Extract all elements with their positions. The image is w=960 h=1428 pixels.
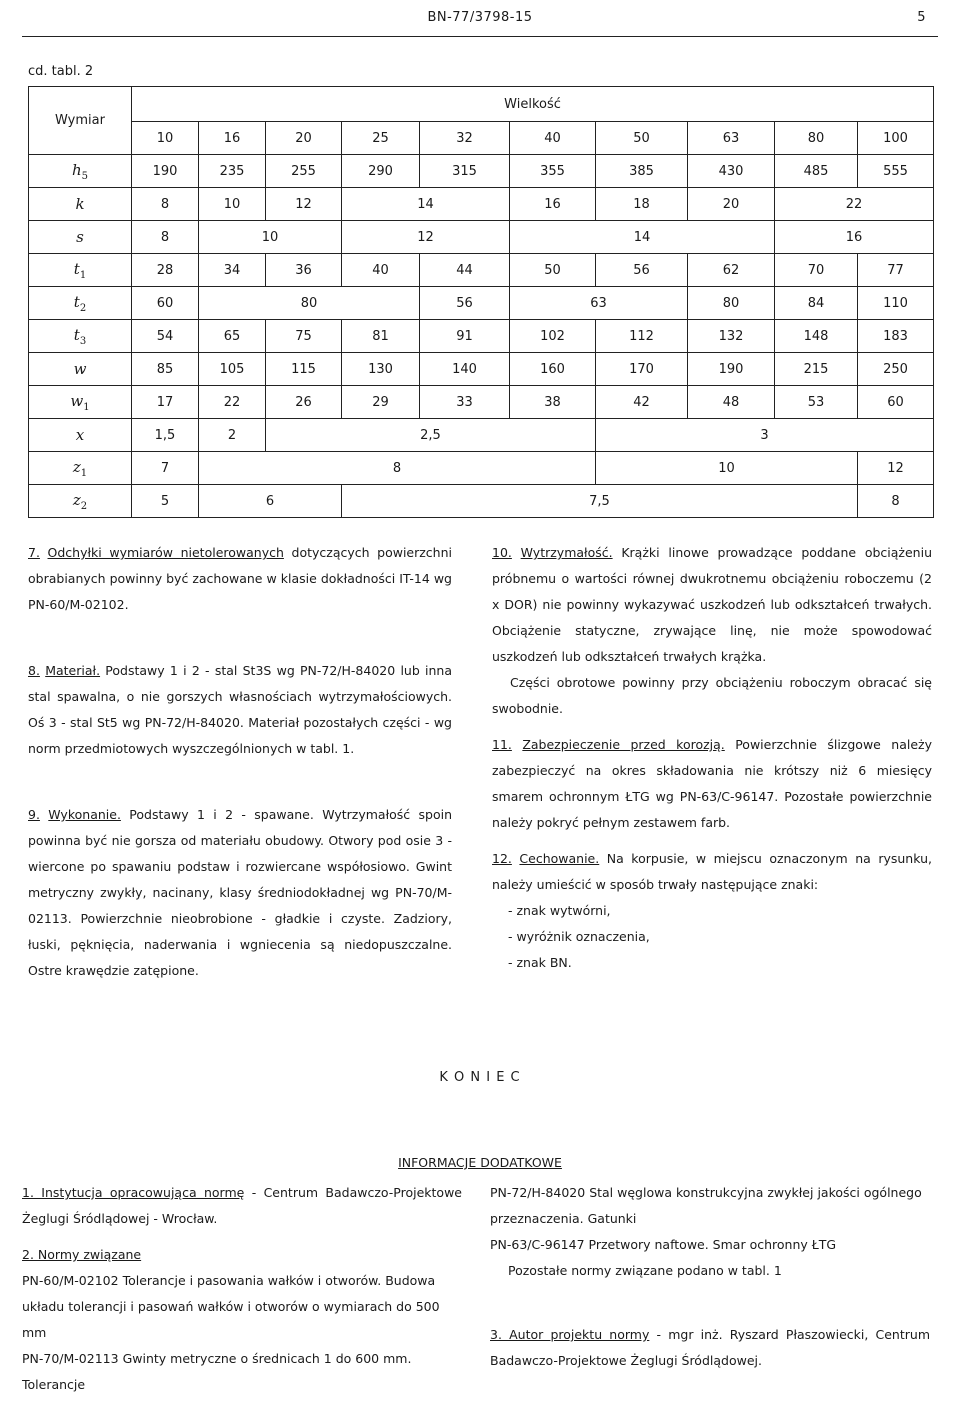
dimension-symbol-text: $z_2$ [72, 490, 88, 512]
table-cell: 12 [266, 188, 342, 221]
table-cell: 190 [688, 353, 775, 386]
table-cell: 7,5 [342, 485, 858, 518]
info-left-column [22, 1180, 462, 1398]
table-row [29, 452, 934, 485]
table-cell: 38 [510, 386, 596, 419]
size-header-cell: 25 [342, 122, 420, 155]
table-cell: 140 [420, 353, 510, 386]
section-title: Wytrzymałość. [520, 545, 613, 560]
table-cell: 112 [596, 320, 688, 353]
section-title: Zabezpieczenie przed korozją. [522, 737, 725, 752]
dimension-symbol-text: $z_1$ [72, 457, 88, 479]
dimension-symbol-text: x [75, 426, 85, 444]
dimension-symbol-text: s [76, 228, 84, 246]
table-cell: 17 [132, 386, 199, 419]
table-cell: 290 [342, 155, 420, 188]
table-cell: 85 [132, 353, 199, 386]
header-rule [22, 36, 938, 37]
table-cell: 18 [596, 188, 688, 221]
size-header-cell: 100 [858, 122, 934, 155]
table-cell: 81 [342, 320, 420, 353]
table-header-row [29, 87, 934, 122]
table-cell: 22 [775, 188, 934, 221]
dimension-symbol-text: $t_3$ [73, 325, 87, 347]
section-number: 7. [28, 545, 40, 560]
section-paragraph [28, 540, 452, 618]
size-header-cell: 10 [132, 122, 199, 155]
marking-list-item: - znak BN. [508, 955, 572, 970]
section-paragraph [492, 846, 932, 898]
table-cell: 485 [775, 155, 858, 188]
dimension-symbol [29, 419, 132, 452]
table-cell: 48 [688, 386, 775, 419]
section-paragraph [28, 658, 452, 762]
info-right-column [490, 1180, 930, 1374]
norm-description: Gwinty metryczne o średnicach 1 do 600 mm. Tolerancje [22, 1351, 412, 1392]
table-cell: 22 [199, 386, 266, 419]
table-cell: 33 [420, 386, 510, 419]
norm-code: PN-60/M-02102 [22, 1273, 119, 1288]
size-header-cell: 40 [510, 122, 596, 155]
size-header-cell: 16 [199, 122, 266, 155]
table-cell: 430 [688, 155, 775, 188]
dimension-symbol-text: w [73, 360, 87, 378]
norm-code: PN-70/M-02113 [22, 1351, 119, 1366]
section-text: Na korpusie, w miejscu oznaczonym na rysunku, należy umieścić w sposób trwały następujące znaki: [492, 851, 932, 892]
info-item3-label: 3. Autor projektu normy [490, 1327, 650, 1342]
table-row [29, 155, 934, 188]
section-number: 12. [492, 851, 512, 866]
dimension-symbol [29, 155, 132, 188]
table-cell: 65 [199, 320, 266, 353]
table-cell: 53 [775, 386, 858, 419]
norm-entry [490, 1232, 930, 1258]
table-cell: 2,5 [266, 419, 596, 452]
info-item1-label: 1. Instytucja opracowująca normę [22, 1185, 245, 1200]
table-row [29, 221, 934, 254]
dimension-symbol-text: $h_5$ [71, 160, 89, 182]
table-cell: 105 [199, 353, 266, 386]
section-paragraph [492, 540, 932, 670]
table-row [29, 320, 934, 353]
section-title: Wykonanie. [48, 807, 121, 822]
dimension-symbol-text: $t_2$ [73, 292, 87, 314]
table-row [29, 254, 934, 287]
table-cell: 80 [199, 287, 420, 320]
table-cell: 10 [199, 221, 342, 254]
section-number: 8. [28, 663, 40, 678]
dimension-symbol [29, 221, 132, 254]
size-header-cell: 20 [266, 122, 342, 155]
info-item3-text: - mgr inż. Ryszard Płaszowiecki, Centrum Badawczo-Projektowe Żeglugi Śródlądowej. [490, 1327, 930, 1368]
dimension-symbol [29, 386, 132, 419]
left-column [28, 540, 452, 984]
table-cell: 54 [132, 320, 199, 353]
table-cell: 10 [596, 452, 858, 485]
table-cell: 16 [775, 221, 934, 254]
table-cell: 8 [199, 452, 596, 485]
table-cell: 1,5 [132, 419, 199, 452]
table-cell: 6 [199, 485, 342, 518]
size-header-cell: 32 [420, 122, 510, 155]
norm-description: Przetwory naftowe. Smar ochronny ŁTG [588, 1237, 837, 1252]
table-row [29, 485, 934, 518]
table-cell: 63 [510, 287, 688, 320]
table-cell: 8 [132, 221, 199, 254]
section-number: 10. [492, 545, 512, 560]
section-title: Materiał. [45, 663, 101, 678]
table-cell: 385 [596, 155, 688, 188]
section-text: Podstawy 1 i 2 - spawane. Wytrzymałość spoin powinna być nie gorsza od materiału obudowy. Otwory pod osie 3 - wiercone po spawaniu podstaw i rozwiercane współosiowo. Gwint metryczny zwykły, nacinany, klasy średniodokładnej wg PN-70/M-02113. Powierzchnie nieobrobione - gładkie i czyste. Zadziory, łuski, pęknięcia, naderwania i wgniecenia są niedopuszczalne. Ostre krawędzie zatępione. [28, 807, 452, 978]
table-cell: 3 [596, 419, 934, 452]
section-text: Podstawy 1 i 2 - stal St3S wg PN-72/H-84020 lub inna stal spawalna, o nie gorszych własnościach wytrzymałościowych. Oś 3 - stal St5 wg PN-72/H-84020. Materiał pozostałych części - wg norm przedmiotowych wyszczególnionych w tabl. 1. [28, 663, 453, 756]
table-cell: 10 [199, 188, 266, 221]
table-cell: 42 [596, 386, 688, 419]
section-number: 11. [492, 737, 512, 752]
table-cell: 5 [132, 485, 199, 518]
table-cell: 84 [775, 287, 858, 320]
table-cell: 130 [342, 353, 420, 386]
table-cell: 60 [858, 386, 934, 419]
table-cell: 28 [132, 254, 199, 287]
section-extra-paragraph: Części obrotowe powinny przy obciążeniu roboczym obracać się swobodnie. [492, 675, 932, 716]
marking-list-item: - wyróżnik oznaczenia, [508, 929, 650, 944]
section-title: Odchyłki wymiarów nietolerowanych [47, 545, 284, 560]
section-number: 9. [28, 807, 40, 822]
table-cell: 115 [266, 353, 342, 386]
table-cell: 2 [199, 419, 266, 452]
dimension-symbol [29, 287, 132, 320]
table-cell: 160 [510, 353, 596, 386]
dimension-symbol-text: $w_1$ [70, 391, 90, 413]
table-cell: 315 [420, 155, 510, 188]
table-cell: 8 [858, 485, 934, 518]
norms-left-list [22, 1268, 462, 1398]
table-cell: 215 [775, 353, 858, 386]
table-cell: 12 [342, 221, 510, 254]
table-cell: 56 [596, 254, 688, 287]
table-cell: 14 [510, 221, 775, 254]
info-item2-label: 2. Normy związane [22, 1247, 142, 1262]
table-cell: 77 [858, 254, 934, 287]
dimension-symbol [29, 353, 132, 386]
table-cell: 40 [342, 254, 420, 287]
table-row [29, 386, 934, 419]
table-cell: 26 [266, 386, 342, 419]
table-caption: cd. tabl. 2 [28, 64, 94, 79]
table-cell: 29 [342, 386, 420, 419]
table-cell: 148 [775, 320, 858, 353]
table-cell: 132 [688, 320, 775, 353]
table-cell: 183 [858, 320, 934, 353]
size-header-cell: 80 [775, 122, 858, 155]
table-cell: 355 [510, 155, 596, 188]
table-cell: 235 [199, 155, 266, 188]
dimension-symbol [29, 320, 132, 353]
size-header-cell: 50 [596, 122, 688, 155]
norms-right-list [490, 1180, 930, 1258]
table-cell: 20 [688, 188, 775, 221]
dimension-symbol [29, 452, 132, 485]
table-cell: 255 [266, 155, 342, 188]
table-cell: 34 [199, 254, 266, 287]
dimension-symbol [29, 188, 132, 221]
section-text: dotyczących powierzchni obrabianych powinny być zachowane w klasie dokładności IT-14 wg PN-60/M-02102. [28, 545, 452, 612]
table-cell: 14 [342, 188, 510, 221]
table-cell: 8 [132, 188, 199, 221]
table-cell: 7 [132, 452, 199, 485]
norm-code: PN-72/H-84020 [490, 1185, 586, 1200]
table-cell: 555 [858, 155, 934, 188]
dimension-symbol-text: $t_1$ [73, 259, 87, 281]
norm-code: PN-63/C-96147 [490, 1237, 585, 1252]
norm-entry [22, 1268, 462, 1346]
norm-entry [22, 1346, 462, 1398]
table-cell: 110 [858, 287, 934, 320]
table-corner-label: Wymiar [29, 87, 132, 155]
marking-list-item: - znak wytwórni, [508, 903, 611, 918]
related-norms-note: Pozostałe normy związane podano w tabl. 1 [508, 1263, 782, 1278]
table-cell: 190 [132, 155, 199, 188]
info-heading: INFORMACJE DODATKOWE [398, 1155, 562, 1170]
table-row [29, 287, 934, 320]
table-cell: 60 [132, 287, 199, 320]
right-column [492, 540, 932, 976]
end-label: K O N I E C [439, 1070, 521, 1085]
table-cell: 80 [688, 287, 775, 320]
table-cell: 62 [688, 254, 775, 287]
table-cell: 170 [596, 353, 688, 386]
norm-description: Stal węglowa konstrukcyjna zwykłej jakości ogólnego przeznaczenia. Gatunki [490, 1185, 922, 1226]
section-title: Cechowanie. [519, 851, 600, 866]
norm-entry [490, 1180, 930, 1232]
page-number: 5 [917, 10, 926, 25]
table-cell: 16 [510, 188, 596, 221]
section-paragraph [28, 802, 452, 984]
section-paragraph [492, 732, 932, 836]
table-cell: 56 [420, 287, 510, 320]
section-text: Powierzchnie ślizgowe należy zabezpieczyć na okres składowania nie krótszy niż 6 miesięcy smarem ochronnym ŁTG wg PN-63/C-96147. Pozostałe powierzchnie należy pokryć pełnym zestawem farb. [492, 737, 932, 830]
info-item1-text: - Centrum Badawczo-Projektowe Żeglugi Śródlądowej - Wrocław. [22, 1185, 462, 1226]
dimension-table [28, 86, 934, 518]
section-text: Krążki linowe prowadzące poddane obciążeniu próbnemu o wartości równej dwukrotnemu obciążeniu roboczemu (2 x DOR) nie powinny wykazywać uszkodzeń lub odkształceń trwałych. Obciążenie statyczne, zrywające linę, nie może spowodować uszkodzeń lub odkształceń trwałych krążka. [492, 545, 932, 664]
table-cell: 44 [420, 254, 510, 287]
dimension-symbol [29, 254, 132, 287]
norm-description: Tolerancje i pasowania wałków i otworów. Budowa układu tolerancji i pasowań wałków i otworów o wymiarach do 500 mm [22, 1273, 440, 1340]
table-cell: 91 [420, 320, 510, 353]
table-row [29, 419, 934, 452]
table-cell: 36 [266, 254, 342, 287]
table-row [29, 188, 934, 221]
dimension-symbol [29, 485, 132, 518]
table-row [29, 353, 934, 386]
document-number: BN-77/3798-15 [427, 10, 533, 25]
size-header-cell: 63 [688, 122, 775, 155]
table-cell: 250 [858, 353, 934, 386]
table-cell: 70 [775, 254, 858, 287]
table-cell: 50 [510, 254, 596, 287]
table-cell: 75 [266, 320, 342, 353]
table-group-label: Wielkość [132, 87, 934, 122]
table-cell: 12 [858, 452, 934, 485]
table-cell: 102 [510, 320, 596, 353]
dimension-symbol-text: k [75, 195, 85, 213]
table-sizes-row [29, 122, 934, 155]
